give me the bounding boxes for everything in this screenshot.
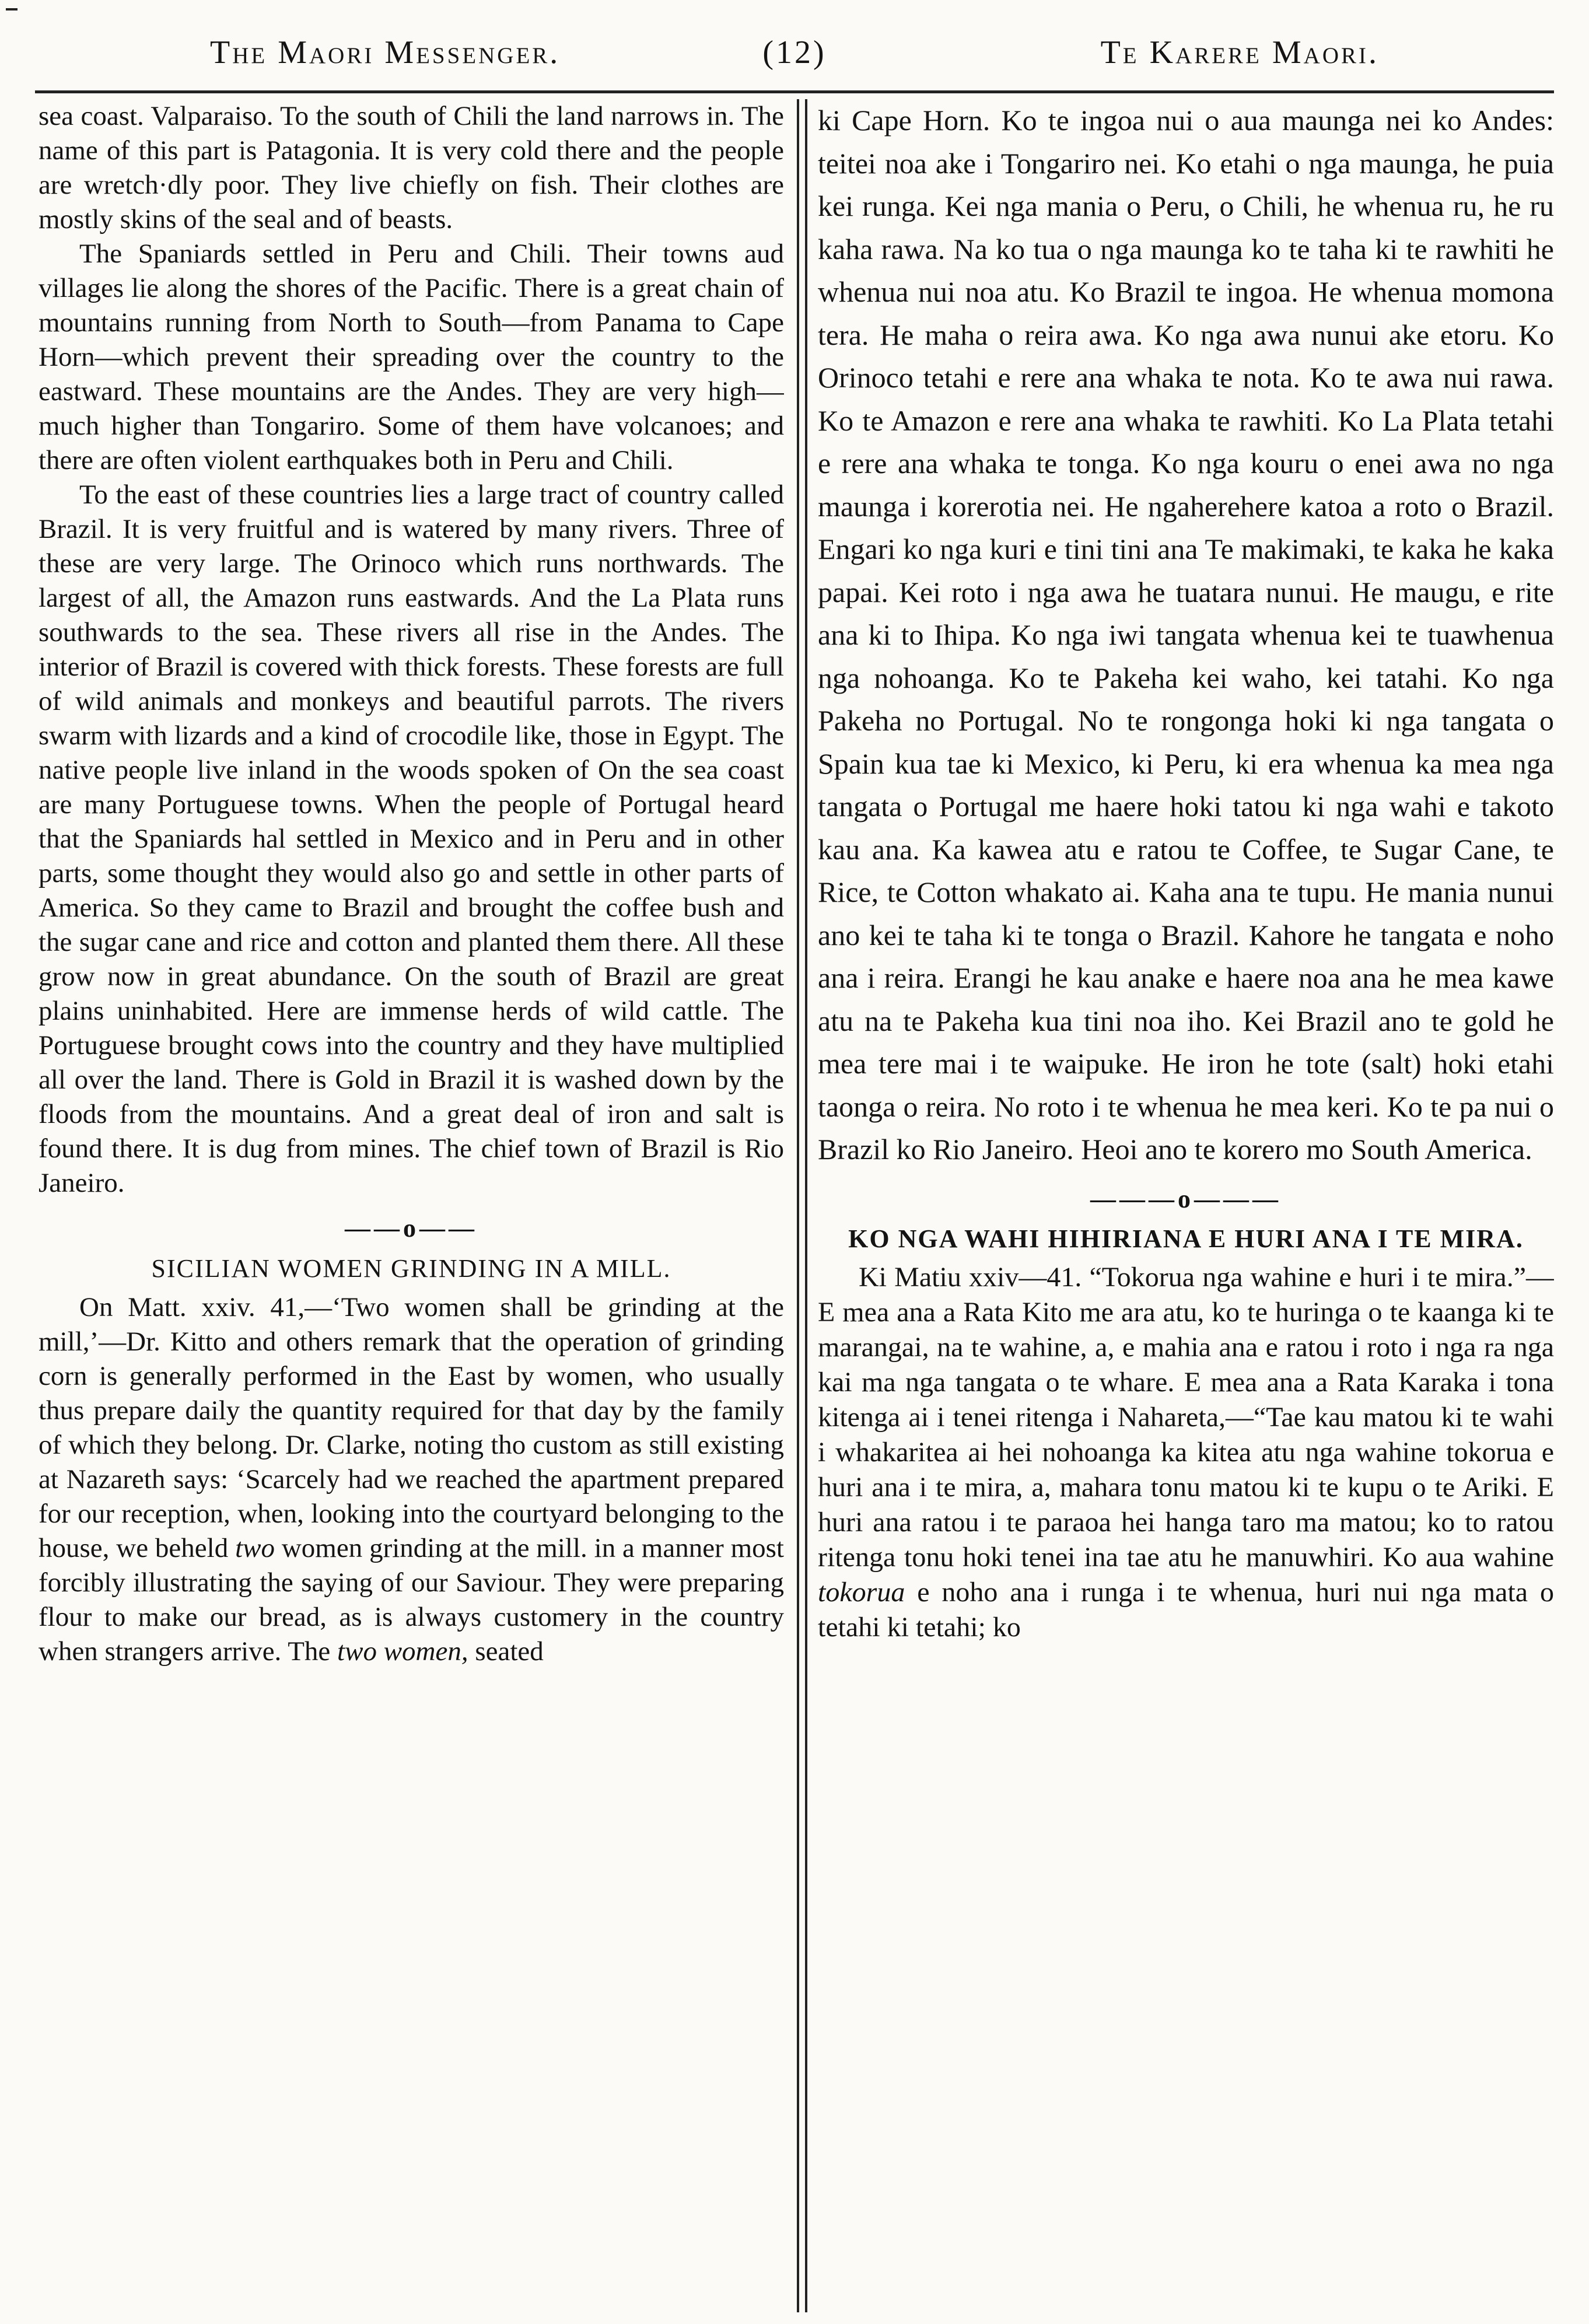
header-english-title: The Maori Messenger.	[210, 34, 561, 71]
text-segment: women grinding at the mill. in a manner most forcibly illustrating the saying of our Saviour. They were preparing flour to make our bread, as is always customery in the country when strangers arrive. The	[38, 1533, 784, 1667]
italic-word: tokorua	[818, 1576, 905, 1608]
paragraph-brazil: To the east of these countries lies a large tract of country called Brazil. It is very fruitful and is watered by many rivers. Three of these are very large. The Orinoco which runs northwards. The largest of all, the Amazon runs eastwards. And the La Plata runs southwards to the sea. These rivers all rise in the Andes. The interior of Brazil is covered with thick forests. These forests are full of wild animals and monkeys and beautiful parrots. The rivers swarm with lizards and a kind of crocodile like, those in Egypt. The native people live inland in the woods spoken of On the sea coast are many Portuguese towns. When the people of Portugal heard that the Spaniards hal settled in Mexico and in Peru and in other parts, some thought they would also go and settle in other parts of America. So they came to Brazil and brought the coffee bush and the sugar cane and rice and cotton and planted them there. All these grow now in great abundance. On the south of Brazil are great plains uninhabited. Here are immense herds of wild cattle. The Portuguese brought cows into the country and they have multiplied all over the land. There is Gold in Brazil it is washed down by the floods from the mountains. And a great deal of iron and salt is found there. It is dug from mines. The chief town of Brazil is Rio Janeiro.	[38, 480, 784, 1198]
text-segment: seated	[468, 1636, 544, 1667]
italic-word: two	[235, 1533, 275, 1563]
paragraph-spaniards: The Spaniards settled in Peru and Chili. Their towns aud villages lie along the shores of the Pacific. There is a great chain of mountains running from North to South—from Panama to Cape Horn—which prevent their spreading over the country to the eastward. These mountains are the Andes. They are very high—much higher than Tongariro. Some of them have volcanoes; and there are often violent earthquakes both in Peru and Chili.	[38, 239, 784, 475]
article-title-maori: KO NGA WAHI HIHIRIANA E HURI ANA I TE MIRA.	[848, 1224, 1524, 1253]
text-segment: Ki Matiu xxiv—41. “Tokorua nga wahine e huri i te mira.”—E mea ana a Rata Kito me ara atu, ko te huringa o te kaanga ki te marangai, na te wahine, a, e mahia ana e ratou i roto i nga ra nga kai ma nga tangata o te whare. E mea ana a Rata Karaka i tona kitenga ai i tenei ritenga i Nahareta,—“Tae kau matou ki te wahi i whakaritea ai hei nohoanga ka kitea atu nga wahine tokorua e huri ana i te mira, a, mahara tonu matou ki te kupu o te Ariki. E huri ana ratou i te paraoa hei hanga taro ma matou; ko to ratou ritenga tonu hoki tenei ina tae atu he manuwhiri. Ko aua wahine	[818, 1261, 1554, 1573]
article-title-english: SICILIAN WOMEN GRINDING IN A MILL.	[151, 1254, 671, 1283]
paragraph-mira	[818, 1260, 1554, 1645]
page-header	[35, 18, 1554, 88]
header-rule	[35, 90, 1554, 93]
header-maori-title: Te Karere Maori.	[1100, 34, 1379, 71]
column-divider-left	[797, 99, 799, 2312]
margin-mark	[6, 8, 18, 10]
page-number: (12)	[762, 34, 827, 71]
paragraph-amerika: ki Cape Horn. Ko te ingoa nui o aua maunga nei ko Andes: teitei noa ake i Tongariro nei. Ko etahi o nga maunga, he puia kei runga. Kei nga mania o Peru, o Chili, he whenua ru, he ru kaha rawa. Na ko tua o nga maunga ko te taha ki te rawhiti he whenua nui noa atu. Ko Brazil te ingoa. He whenua momona tera. He maha o reira awa. Ko nga awa nunui ake etoru. Ko Orinoco tetahi e rere ana whaka te nota. Ko te awa nui rawa. Ko te Amazon e rere ana whaka te rawhiti. Ko La Plata tetahi e rere ana whaka te tonga. Ko nga kouru o enei awa no nga maunga i korerotia nei. He ngaherehere katoa a roto o Brazil. Engari ko nga kuri e tini tini ana Te makimaki, te kaka he kaka papai. Kei roto i nga awa he tuatara nunui. He maugu, e rite ana ki to Ihipa. Ko nga iwi tangata whenua kei te tuawhenua nga nohoanga. Ko te Pakeha kei waho, kei tatahi. Ko nga Pakeha no Portugal. No te rongonga hoki ki nga tangata o Spain kua tae ki Mexico, ki Peru, ki era whenua ka mea nga tangata o Portugal me haere hoki tatou ki nga wahi e takoto kau ana. Ka kawea atu e ratou te Coffee, te Sugar Cane, te Rice, te Cotton whakato ai. Kaha ana te tupu. He mania nunui ano kei te taha ki te tonga o Brazil. Kahore he tangata e noho ana i reira. Erangi he kau anake e haere noa ana he mea kawe atu na te Pakeha kua tini noa iho. Kei Brazil ano te gold he mea tere mai i te waipuke. He iron he tote (salt) hoki etahi taonga o reira. No roto i te whenua he mea keri. Ko te pa nui o Brazil ko Rio Janeiro. Heoi ano te korero mo South America.	[818, 104, 1554, 1166]
italic-word: two women,	[337, 1636, 468, 1667]
column-divider-right	[805, 99, 807, 2312]
text-segment: e noho ana i runga i te whenua, huri nui nga mata o tetahi ki tetahi; ko	[818, 1576, 1554, 1643]
paragraph-grinding	[38, 1290, 784, 1669]
section-separator: ——o——	[345, 1214, 478, 1242]
text-segment: On Matt. xxiv. 41,—‘Two women shall be grinding at the mill,’—Dr. Kitto and others remark that the operation of grinding corn is generally performed in the East by women, who usually thus prepare daily the quantity required for that day by the family of which they belong. Dr. Clarke, noting tho custom as still existing at Nazareth says: ‘Scarcely had we reached the apartment prepared for our reception, when, looking into the courtyard belonging to the house, we beheld	[38, 1292, 784, 1563]
section-separator: ———o———	[1090, 1184, 1282, 1213]
paragraph-patagonia: sea coast. Valparaiso. To the south of Chili the land narrows in. The name of this part is Patagonia. It is very cold there and the people are wretch·dly poor. They live chiefly on fish. Their clothes are mostly skins of the seal and of beasts.	[38, 101, 784, 235]
maori-column	[818, 99, 1554, 2312]
english-column	[38, 99, 784, 2312]
